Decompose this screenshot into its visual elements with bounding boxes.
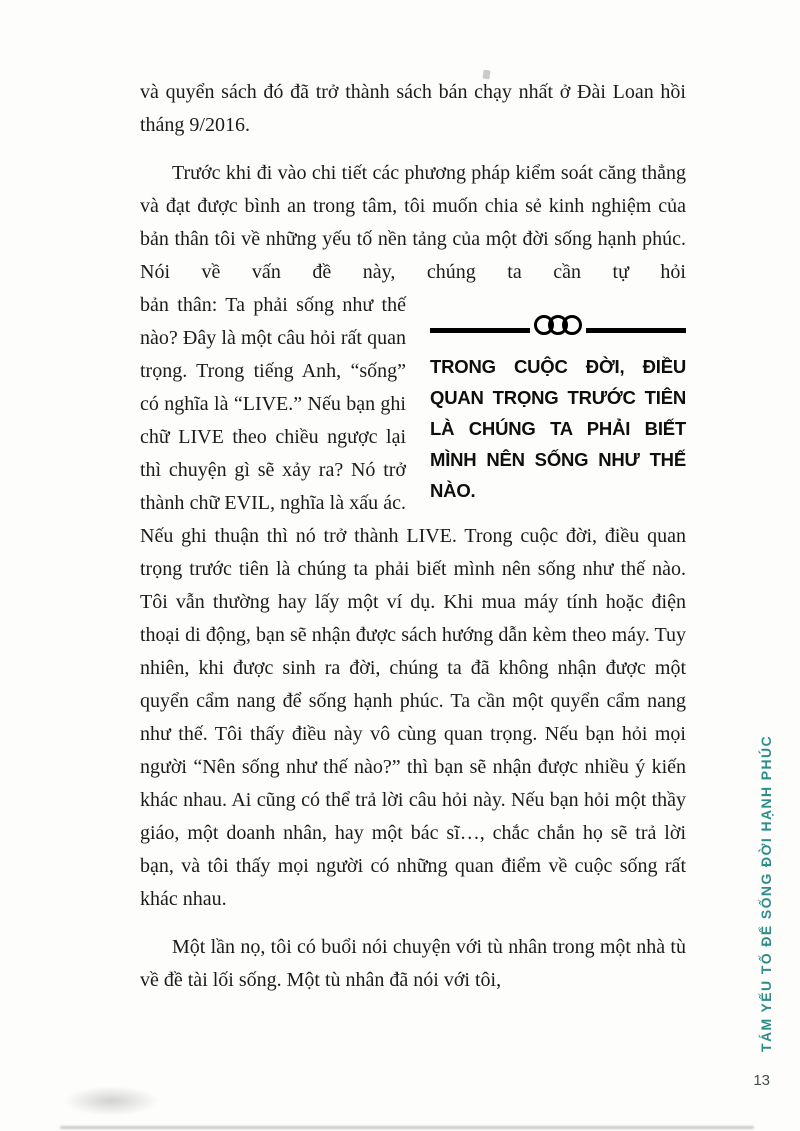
paragraph-2-lead: Trước khi đi vào chi tiết các phương pháp kiểm soát căng thẳng và đạt được bình an trong tâm, tôi muốn chia sẻ kinh nghiệm của bản thân tôi về những yếu tố nền tảng của một đời sống hạnh phúc. Nói về vấn đề này, chúng ta cần tự hỏi bbox=[140, 162, 686, 283]
paragraph-3: Một lần nọ, tôi có buổi nói chuyện với tù nhân trong một nhà tù về đề tài lối sống. Một tù nhân đã nói với tôi, bbox=[140, 936, 686, 991]
scan-artifact-edge bbox=[60, 1126, 754, 1129]
paragraph-continuation: và quyển sách đó đã trở thành sách bán chạy nhất ở Đài Loan hồi tháng 9/2016. bbox=[140, 81, 686, 136]
pull-quote-text: TRONG CUỘC ĐỜI, ĐIỀU QUAN TRỌNG TRƯỚC TIÊN LÀ CHÚNG TA PHẢI BIẾT MÌNH NÊN SỐNG NHƯ THẾ NÀO. bbox=[430, 356, 686, 501]
vertical-book-title: TÁM YẾU TỐ ĐỂ SỐNG ĐỜI HẠNH PHÚC bbox=[758, 734, 774, 1052]
paragraph-2-rest: bản thân: Ta phải sống như thế nào? Đây là một câu hỏi rất quan trọng. Trong tiếng Anh, “sống” có nghĩa là “LIVE.” Nếu bạn ghi chữ LIVE theo chiều ngược lại thì chuyện gì sẽ xảy ra? Nó trở thành chữ EVIL, nghĩa là xấu ác. Nếu ghi thuận thì nó trở thành LIVE. Trong cuộc đời, điều quan trọng trước tiên là chúng ta phải biết mình nên sống như thế nào. Tôi vẫn thường hay lấy một ví dụ. Khi mua máy tính hoặc điện thoại di động, bạn sẽ nhận được sách hướng dẫn kèm theo máy. Tuy nhiên, khi được sinh ra đời, chúng ta đã không nhận được một quyển cẩm nang để sống hạnh phúc. Ta cần một quyển cẩm nang như thế. Tôi thấy điều này vô cùng quan trọng. Nếu bạn hỏi mọi người “Nên sống như thế nào?” thì bạn sẽ nhận được nhiều ý kiến khác nhau. Ai cũng có thể trả lời câu hỏi này. Nếu bạn hỏi một thầy giáo, một doanh nhân, hay một bác sĩ…, chắc chắn họ sẽ trả lời bạn, và tôi thấy mọi người có những quan điểm về cuộc sống rất khác nhau. bbox=[140, 294, 686, 910]
paragraph-2-wrap bbox=[140, 289, 686, 916]
body-text bbox=[140, 76, 686, 997]
page-number: 13 bbox=[753, 1072, 770, 1089]
pull-quote-box bbox=[430, 289, 686, 520]
knot-ornament-divider-icon bbox=[430, 311, 686, 341]
scan-artifact-smudge bbox=[64, 1086, 159, 1116]
